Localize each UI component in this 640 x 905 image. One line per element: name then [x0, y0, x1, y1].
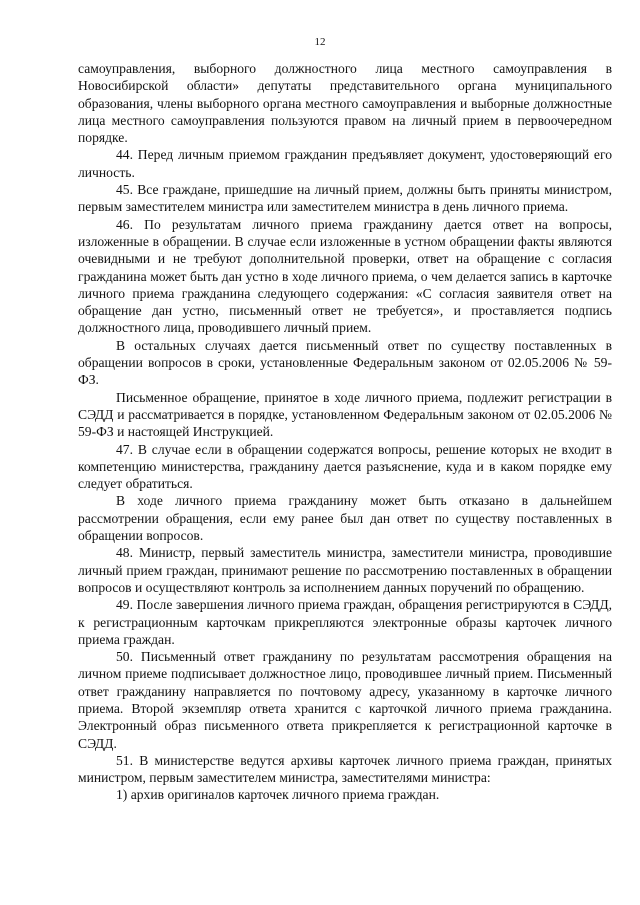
paragraph-45: 45. Все граждане, пришедшие на личный прием, должны быть приняты министром, первым заместителем министра или заместителем министра в день личного приема.: [78, 182, 612, 215]
paragraph-47-refusal: В ходе личного приема гражданину может быть отказано в дальнейшем рассмотрении обращения, если ему ранее был дан ответ по существу поставленных в обращении вопросов.: [78, 493, 612, 544]
paragraph-continuation: самоуправления, выборного должностного лица местного самоуправления в Новосибирской области» депутаты представительного органа муниципального образования, члены выборного органа местного самоуправления и выборные должностные лица местного самоуправления пользуются правом на личный прием в первоочередном порядке.: [78, 61, 612, 146]
paragraph-51-item-1: 1) архив оригиналов карточек личного приема граждан.: [116, 787, 440, 803]
paragraph-51: 51. В министерстве ведутся архивы карточек личного приема граждан, принятых министром, первым заместителем министра, заместителями министра:: [78, 752, 612, 786]
paragraph-46: 46. По результатам личного приема гражданину дается ответ на вопросы, изложенные в обращении. В случае если изложенные в устном обращении факты являются очевидными и не требуют дополнительной проверки, ответ на обращение с согласия гражданина может быть дан устно в ходе личного приема, о чем делается запись в карточке личного приема гражданина следующего содержания: «С согласия заявителя ответ на обращение дан устно, письменный ответ не требуется», и проставляется подпись должностного лица, проводившего личный прием.: [78, 216, 612, 336]
paragraph-46-other-cases: В остальных случаях дается письменный ответ по существу поставленных в обращении вопросов в сроки, установленные Федеральным законом от 02.05.2006 № 59-ФЗ.: [78, 337, 612, 388]
paragraph-46-written-appeal: Письменное обращение, принятое в ходе личного приема, подлежит регистрации в СЭДД и рассматривается в порядке, установленном Федеральным законом от 02.05.2006 № 59-ФЗ и настоящей Инструкцией.: [78, 389, 612, 440]
paragraph-49: 49. После завершения личного приема граждан, обращения регистрируются в СЭДД, к регистрационным карточкам прикрепляются электронные образы карточек личного приема граждан.: [78, 597, 612, 647]
document-body: [78, 60, 612, 804]
page-number: 12: [314, 36, 326, 48]
paragraph-50: 50. Письменный ответ гражданину по результатам рассмотрения обращения на личном приеме подписывает должностное лицо, проводившее личный прием. Письменный ответ гражданину направляется по почтовому адресу, указанному в карточке личного приема. Второй экземпляр ответа хранится с карточкой личного приема гражданина. Электронный образ письменного ответа прикрепляется к регистрационной карточке в СЭДД.: [78, 649, 612, 751]
paragraph-44: 44. Перед личным приемом гражданин предъявляет документ, удостоверяющий его личность.: [78, 147, 612, 180]
paragraph-48: 48. Министр, первый заместитель министра, заместители министра, проводившие личный прием граждан, принимают решение по рассмотрению поставленных в обращении вопросов и осуществляют контроль за исполнением данных поручений по обращению.: [78, 545, 612, 595]
paragraph-47: 47. В случае если в обращении содержатся вопросы, решение которых не входит в компетенцию министерства, гражданину дается разъяснение, куда и в каком порядке ему следует обратиться.: [78, 441, 612, 492]
